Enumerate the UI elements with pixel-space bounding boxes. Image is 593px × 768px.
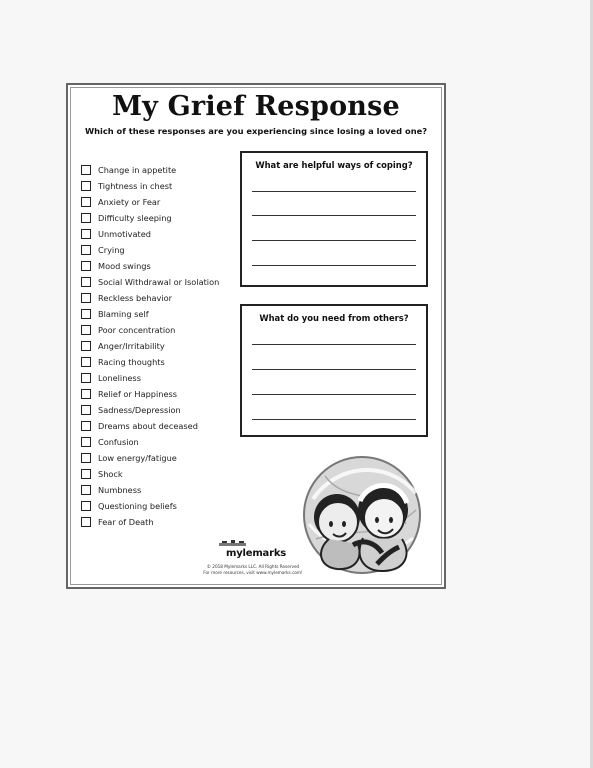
- response-checkbox[interactable]: [81, 469, 91, 479]
- checklist-label: Dreams about deceased: [98, 421, 198, 431]
- checklist-item[interactable]: [81, 274, 246, 290]
- response-checkbox[interactable]: [81, 405, 91, 415]
- copyright-line: © 2018 Mylemarks LLC. All Rights Reserved: [206, 564, 300, 569]
- checklist-item[interactable]: [81, 354, 246, 370]
- checklist-label: Shock: [98, 469, 123, 479]
- response-checkbox[interactable]: [81, 437, 91, 447]
- checklist-item[interactable]: [81, 258, 246, 274]
- checklist-label: Questioning beliefs: [98, 501, 177, 511]
- checklist-label: Confusion: [98, 437, 139, 447]
- checklist-label: Difficulty sleeping: [98, 213, 172, 223]
- needs-question-title: What do you need from others?: [259, 313, 409, 323]
- checklist-item[interactable]: [81, 210, 246, 226]
- checklist-item[interactable]: [81, 194, 246, 210]
- copyright-notice: [178, 564, 328, 576]
- response-checkbox[interactable]: [81, 373, 91, 383]
- response-checkbox[interactable]: [81, 421, 91, 431]
- worksheet-subtitle: Which of these responses are you experiencing since losing a loved one?: [84, 126, 428, 136]
- response-checkbox[interactable]: [81, 453, 91, 463]
- checklist-item[interactable]: [81, 498, 246, 514]
- checklist-label: Racing thoughts: [98, 357, 165, 367]
- checklist-item[interactable]: [81, 322, 246, 338]
- checklist-label: Loneliness: [98, 373, 141, 383]
- checklist-item[interactable]: [81, 178, 246, 194]
- response-checkbox[interactable]: [81, 261, 91, 271]
- needs-answer-line[interactable]: [252, 394, 416, 395]
- response-checkbox[interactable]: [81, 389, 91, 399]
- coping-answer-line[interactable]: [252, 215, 416, 216]
- checklist-label: Anger/Irritability: [98, 341, 165, 351]
- checklist-label: Mood swings: [98, 261, 151, 271]
- response-checkbox[interactable]: [81, 213, 91, 223]
- checklist-item[interactable]: [81, 242, 246, 258]
- checklist-label: Unmotivated: [98, 229, 151, 239]
- checklist-item[interactable]: [81, 514, 246, 530]
- response-checkbox[interactable]: [81, 277, 91, 287]
- worksheet: [66, 83, 446, 589]
- checklist-item[interactable]: [81, 450, 246, 466]
- response-checklist: [81, 162, 246, 530]
- checklist-label: Social Withdrawal or Isolation: [98, 277, 220, 287]
- checklist-item[interactable]: [81, 370, 246, 386]
- brand-name: mylemarks: [225, 548, 287, 559]
- response-checkbox[interactable]: [81, 165, 91, 175]
- coping-question-box: [240, 151, 428, 287]
- checklist-label: Poor concentration: [98, 325, 176, 335]
- needs-answer-line[interactable]: [252, 344, 416, 345]
- needs-answer-line[interactable]: [252, 419, 416, 420]
- checklist-item[interactable]: [81, 226, 246, 242]
- checklist-label: Blaming self: [98, 309, 149, 319]
- checklist-label: Crying: [98, 245, 125, 255]
- response-checkbox[interactable]: [81, 517, 91, 527]
- response-checkbox[interactable]: [81, 485, 91, 495]
- checklist-label: Relief or Happiness: [98, 389, 178, 399]
- checklist-item[interactable]: [81, 162, 246, 178]
- response-checkbox[interactable]: [81, 229, 91, 239]
- checklist-item[interactable]: [81, 338, 246, 354]
- response-checkbox[interactable]: [81, 309, 91, 319]
- coping-answer-line[interactable]: [252, 191, 416, 192]
- checklist-item[interactable]: [81, 290, 246, 306]
- coping-question-title: What are helpful ways of coping?: [255, 160, 413, 170]
- response-checkbox[interactable]: [81, 357, 91, 367]
- checklist-item[interactable]: [81, 402, 246, 418]
- response-checkbox[interactable]: [81, 501, 91, 511]
- coping-answer-line[interactable]: [252, 240, 416, 241]
- coping-answer-line[interactable]: [252, 265, 416, 266]
- checklist-label: Change in appetite: [98, 165, 177, 175]
- brand-logo: [208, 540, 304, 562]
- response-checkbox[interactable]: [81, 341, 91, 351]
- checklist-label: Tightness in chest: [98, 181, 173, 191]
- checklist-label: Reckless behavior: [98, 293, 172, 303]
- needs-answer-line[interactable]: [252, 369, 416, 370]
- checklist-item[interactable]: [81, 482, 246, 498]
- worksheet-title: My Grief Response: [112, 91, 400, 122]
- checklist-item[interactable]: [81, 418, 246, 434]
- response-checkbox[interactable]: [81, 181, 91, 191]
- checklist-label: Sadness/Depression: [98, 405, 181, 415]
- checklist-item[interactable]: [81, 434, 246, 450]
- checklist-item[interactable]: [81, 306, 246, 322]
- checklist-label: Fear of Death: [98, 517, 154, 527]
- checklist-label: Anxiety or Fear: [98, 197, 161, 207]
- checklist-item[interactable]: [81, 386, 246, 402]
- response-checkbox[interactable]: [81, 325, 91, 335]
- checklist-label: Numbness: [98, 485, 142, 495]
- response-checkbox[interactable]: [81, 293, 91, 303]
- copyright-resource-line: For more resources, visit www.mylemarks.com!: [203, 570, 303, 575]
- mylemarks-logo-icon: [218, 540, 248, 548]
- response-checkbox[interactable]: [81, 245, 91, 255]
- response-checkbox[interactable]: [81, 197, 91, 207]
- hugging-children-illustration: [295, 456, 430, 576]
- checklist-label: Low energy/fatigue: [98, 453, 177, 463]
- needs-question-box: [240, 304, 428, 437]
- checklist-item[interactable]: [81, 466, 246, 482]
